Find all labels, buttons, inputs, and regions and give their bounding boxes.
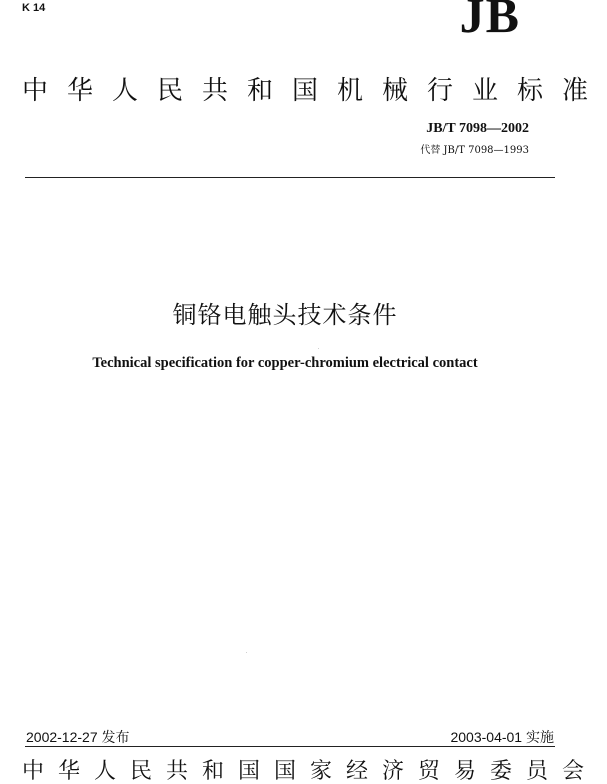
standard-number: JB/T 7098—2002 [426, 121, 529, 136]
issue-date: 2002-12-27 发布 [26, 729, 130, 745]
publisher-name-text: 中华人民共和国国家经济贸易委员会 [22, 759, 599, 784]
title-english: Technical specification for copper-chromium electrical contact [92, 355, 478, 371]
footer-divider [25, 746, 555, 747]
title-chinese: 铜铬电触头技术条件 [172, 301, 398, 329]
organization-title: 中华人民共和国机械行业标准 [22, 76, 607, 106]
scan-speck [318, 348, 319, 349]
header-divider [25, 177, 555, 178]
implementation-date: 2003-04-01 实施 [450, 729, 554, 745]
classification-code: K 14 [22, 2, 46, 14]
replaces-note: 代替 JB/T 7098—1993 [420, 145, 529, 156]
publisher-name-cropped [22, 759, 599, 784]
jb-logo: JB [459, 0, 520, 43]
scan-speck [246, 652, 247, 653]
